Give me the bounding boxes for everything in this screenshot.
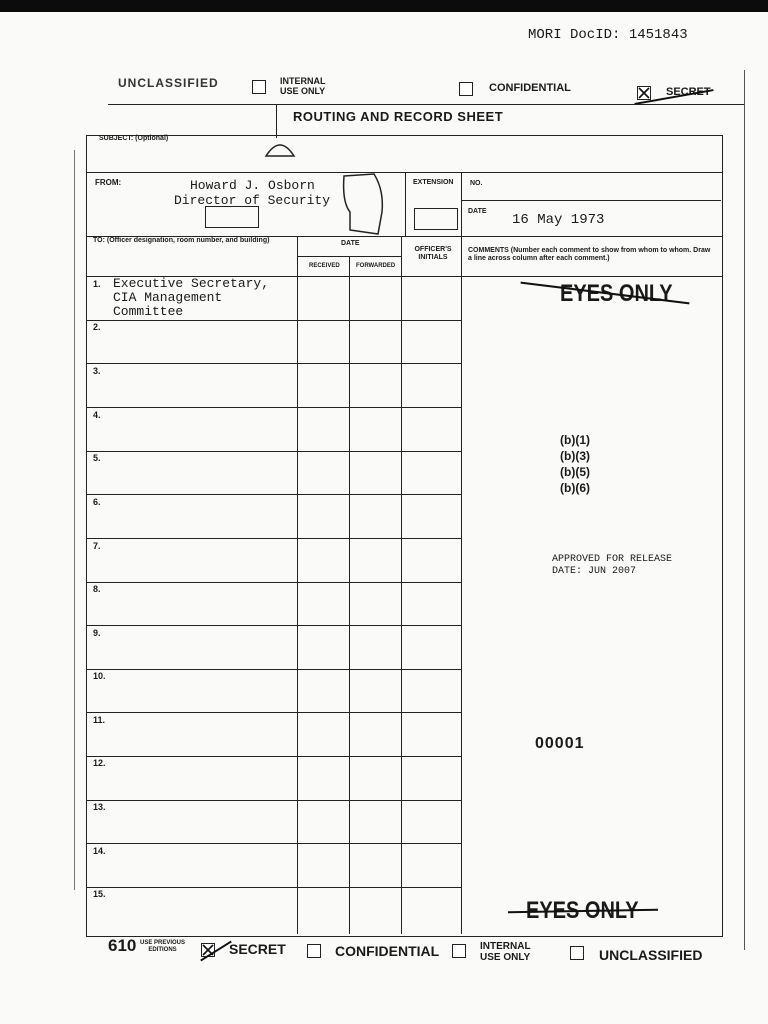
- to-header: TO: (Officer designation, room number, and building): [93, 237, 270, 244]
- comments-header: COMMENTS (Number each comment to show from whom to whom. Draw a line across column after each comment.): [468, 247, 711, 262]
- row-rule: [86, 363, 462, 364]
- extension-label: EXTENSION: [413, 179, 454, 186]
- row-number: 6.: [93, 497, 101, 507]
- footer-confidential-checkbox[interactable]: [307, 944, 321, 958]
- subject-rule: [86, 172, 722, 173]
- date-label: DATE: [468, 208, 487, 215]
- no-left-rule: [461, 172, 462, 236]
- header-confidential-checkbox[interactable]: [459, 82, 473, 96]
- row-number: 1.: [93, 279, 101, 289]
- from-name: Howard J. Osborn: [190, 178, 315, 193]
- extension-left-rule: [405, 172, 406, 236]
- row-1-recipient: Executive Secretary, CIA Management Committee: [113, 276, 270, 319]
- form-number: 610: [108, 936, 137, 955]
- row-rule: [86, 625, 462, 626]
- footer-unclassified-label: UNCLASSIFIED: [599, 947, 703, 963]
- eyes-only-stamp-bottom: EYES ONLY: [526, 897, 639, 925]
- eyes-only-stamp-top: EYES ONLY: [560, 280, 673, 308]
- header-unclassified-label: UNCLASSIFIED: [118, 76, 219, 90]
- row-number: 14.: [93, 846, 106, 856]
- footer-unclassified-checkbox[interactable]: [570, 946, 584, 960]
- row-number: 9.: [93, 628, 101, 638]
- footer-internal-checkbox[interactable]: [452, 944, 466, 958]
- initials-column-rule: [461, 236, 462, 934]
- exemption-codes: (b)(1) (b)(3) (b)(5) (b)(6): [560, 433, 590, 495]
- extension-box: [414, 208, 458, 230]
- release-stamp: APPROVED FOR RELEASE DATE: JUN 2007: [552, 554, 673, 577]
- scan-right-edge: [744, 70, 745, 950]
- row-rule: [86, 887, 462, 888]
- header-internal-checkbox[interactable]: [252, 80, 266, 94]
- row-number: 13.: [93, 802, 106, 812]
- header-secret-label: SECRET: [666, 86, 711, 98]
- page-title: ROUTING AND RECORD SHEET: [293, 109, 504, 124]
- row-rule: [86, 843, 462, 844]
- header-internal-label: INTERNAL USE ONLY: [280, 76, 326, 96]
- row-number: 15.: [93, 889, 106, 899]
- date-value: 16 May 1973: [512, 212, 605, 228]
- form-note: USE PREVIOUS EDITIONS: [140, 940, 186, 953]
- subject-label: SUBJECT: (Optional): [99, 135, 169, 142]
- received-column-rule: [349, 256, 350, 934]
- row-rule: [86, 451, 462, 452]
- row-number: 12.: [93, 758, 106, 768]
- from-label: FROM:: [95, 178, 122, 187]
- check-x-icon: [638, 87, 650, 99]
- no-label: NO.: [470, 180, 483, 187]
- row-rule: [86, 494, 462, 495]
- row-rule: [86, 538, 462, 539]
- row-number: 4.: [93, 410, 101, 420]
- doc-id: MORI DocID: 1451843: [528, 27, 688, 43]
- forwarded-header: FORWARDED: [356, 263, 396, 269]
- row-rule: [86, 320, 462, 321]
- no-rule: [461, 200, 721, 201]
- initials-header: OFFICER'S INITIALS: [414, 246, 452, 261]
- row-rule: [86, 756, 462, 757]
- row-number: 5.: [93, 453, 101, 463]
- row-rule: [86, 712, 462, 713]
- to-column-rule: [297, 236, 298, 934]
- forwarded-column-rule: [401, 236, 402, 934]
- row-number: 8.: [93, 584, 101, 594]
- footer-internal-label: INTERNAL USE ONLY: [480, 941, 531, 963]
- row-number: 3.: [93, 366, 101, 376]
- row-rule: [86, 407, 462, 408]
- footer-secret-label: SECRET: [229, 941, 286, 957]
- row-rule: [86, 669, 462, 670]
- header-confidential-label: CONFIDENTIAL: [489, 82, 571, 94]
- header-rule: [108, 104, 744, 105]
- header-secret-checkbox[interactable]: [637, 86, 651, 100]
- date-header: DATE: [341, 240, 360, 247]
- row-rule: [86, 582, 462, 583]
- page-number: 00001: [535, 735, 585, 752]
- redaction-shape: [340, 172, 386, 238]
- redaction-box: [205, 206, 259, 228]
- received-header: RECEIVED: [309, 263, 340, 269]
- row-rule: [86, 800, 462, 801]
- row-number: 2.: [93, 322, 101, 332]
- row-number: 7.: [93, 541, 101, 551]
- date-header-rule: [298, 256, 402, 257]
- scan-left-edge: [74, 150, 75, 890]
- footer-confidential-label: CONFIDENTIAL: [335, 943, 440, 959]
- from-title: Director of Security: [174, 193, 331, 208]
- row-number: 11.: [93, 715, 106, 725]
- scan-top-edge: [0, 0, 768, 12]
- row-number: 10.: [93, 671, 106, 681]
